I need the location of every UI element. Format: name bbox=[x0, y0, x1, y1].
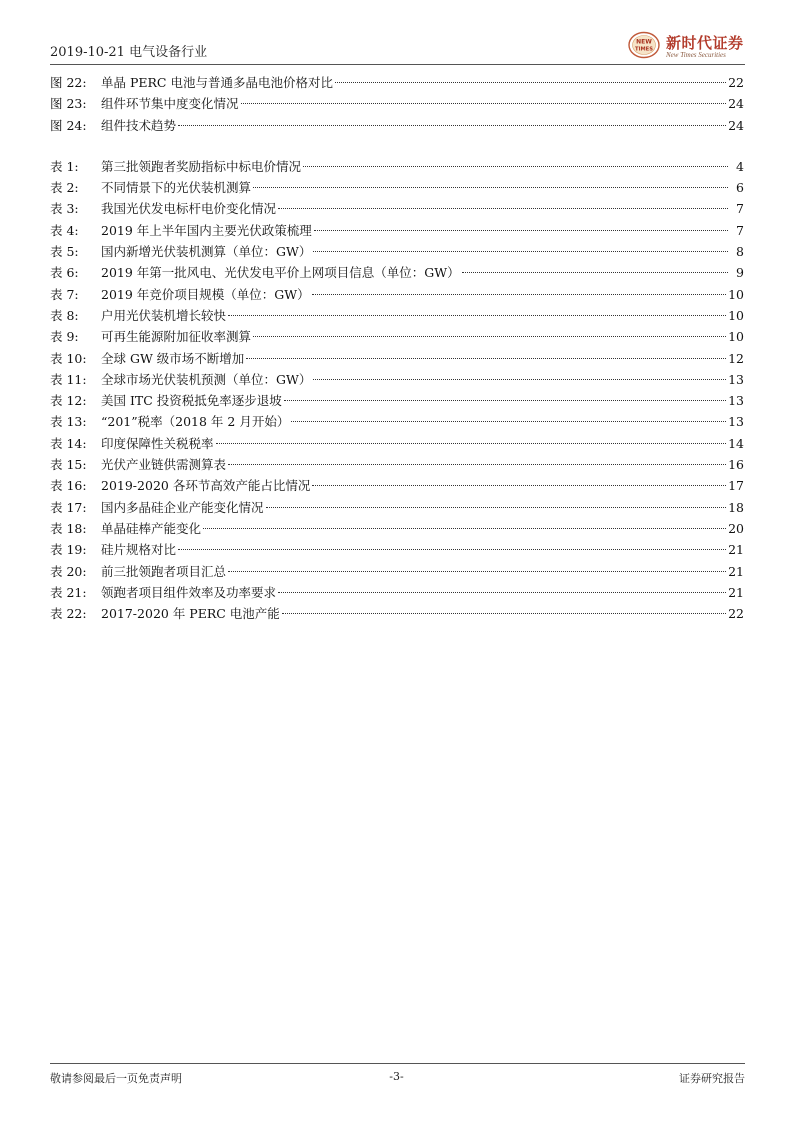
toc-entry-number: 表 21: bbox=[50, 584, 87, 600]
toc-entry-title: 2017-2020 年 PERC 电池产能 bbox=[101, 606, 280, 622]
toc-entry-title: 全球市场光伏装机预测（单位：GW） bbox=[101, 371, 312, 387]
toc-entry-table[interactable] bbox=[50, 369, 744, 390]
toc-entry-table[interactable] bbox=[50, 262, 744, 283]
toc-entry-title: 印度保障性关税税率 bbox=[101, 435, 214, 451]
toc-leader-dots bbox=[313, 251, 728, 252]
svg-text:NEW: NEW bbox=[636, 38, 652, 46]
toc-leader-dots bbox=[278, 208, 728, 209]
toc-entry-number: 表 9: bbox=[50, 329, 79, 345]
toc-entry-title: 领跑者项目组件效率及功率要求 bbox=[101, 584, 277, 600]
toc-leader-dots bbox=[282, 613, 726, 614]
report-date: 2019-10-21 bbox=[50, 45, 125, 60]
header-divider bbox=[50, 64, 745, 65]
toc-entry-title: 光伏产业链供需测算表 bbox=[101, 457, 227, 473]
toc-entry-page: 13 bbox=[728, 414, 744, 430]
toc-leader-dots bbox=[462, 272, 728, 273]
toc-entry-table[interactable] bbox=[50, 539, 744, 560]
toc-entry-table[interactable] bbox=[50, 348, 744, 369]
logo-seal-icon bbox=[628, 31, 660, 59]
figure-list bbox=[50, 72, 744, 136]
toc-entry-number: 表 10: bbox=[50, 350, 87, 366]
toc-entry-title: 单晶硅棒产能变化 bbox=[101, 520, 202, 536]
toc-leader-dots bbox=[284, 400, 726, 401]
toc-entry-title: 户用光伏装机增长较快 bbox=[101, 307, 227, 323]
toc-entry-page: 4 bbox=[736, 158, 744, 174]
toc-entry-number: 表 15: bbox=[50, 457, 87, 473]
toc-leader-dots bbox=[303, 166, 728, 167]
toc-entry-title: 可再生能源附加征收率测算 bbox=[101, 329, 252, 345]
toc-entry-page: 16 bbox=[728, 457, 744, 473]
toc-entry-page: 21 bbox=[728, 542, 744, 558]
toc-leader-dots bbox=[178, 549, 726, 550]
toc-entry-page: 10 bbox=[728, 329, 744, 345]
toc-entry-page: 8 bbox=[736, 244, 744, 260]
toc-entry-table[interactable] bbox=[50, 454, 744, 475]
toc-entry-page: 21 bbox=[728, 584, 744, 600]
toc-entry-number: 表 3: bbox=[50, 201, 79, 217]
toc-entry-title: 硅片规格对比 bbox=[101, 542, 177, 558]
footer-divider bbox=[50, 1063, 745, 1064]
toc-entry-table[interactable] bbox=[50, 390, 744, 411]
toc-entry-number: 表 17: bbox=[50, 499, 87, 515]
footer-disclaimer: 敬请参阅最后一页免责声明 bbox=[50, 1072, 182, 1085]
toc-leader-dots bbox=[312, 485, 726, 486]
toc-entry-number: 表 20: bbox=[50, 563, 87, 579]
toc-entry-title: 组件技术趋势 bbox=[101, 117, 177, 133]
toc-entry-table[interactable] bbox=[50, 177, 744, 198]
toc-entry-title: 2019 年上半年国内主要光伏政策梳理 bbox=[101, 222, 312, 238]
toc-entry-page: 7 bbox=[736, 222, 744, 238]
toc-entry-title: 2019 年第一批风电、光伏发电平价上网项目信息（单位：GW） bbox=[101, 265, 460, 281]
toc-leader-dots bbox=[228, 571, 726, 572]
toc-leader-dots bbox=[241, 103, 727, 104]
toc-entry-number: 表 14: bbox=[50, 435, 87, 451]
toc-entry-table[interactable] bbox=[50, 305, 744, 326]
toc-leader-dots bbox=[312, 294, 726, 295]
toc-entry-title: 2019 年竞价项目规模（单位：GW） bbox=[101, 286, 310, 302]
toc-entry-title: 单晶 PERC 电池与普通多晶电池价格对比 bbox=[101, 75, 333, 90]
toc-entry-number: 表 19: bbox=[50, 542, 87, 558]
toc-entry-number: 图 22: bbox=[50, 75, 87, 90]
toc-entry-table[interactable] bbox=[50, 603, 744, 624]
toc-entry-number: 表 2: bbox=[50, 180, 79, 196]
report-industry: 电气设备行业 bbox=[129, 45, 208, 60]
toc-entry-page: 21 bbox=[728, 563, 744, 579]
toc-entry-page: 7 bbox=[736, 201, 744, 217]
toc-entry-number: 表 4: bbox=[50, 222, 79, 238]
toc-entry-page: 24 bbox=[728, 117, 744, 133]
company-logo bbox=[628, 31, 746, 61]
toc-leader-dots bbox=[291, 421, 726, 422]
toc-leader-dots bbox=[266, 507, 727, 508]
toc-entry-title: 前三批领跑者项目汇总 bbox=[101, 563, 227, 579]
toc-entry-table[interactable] bbox=[50, 411, 744, 432]
toc-leader-dots bbox=[228, 315, 726, 316]
toc-entry-title: 我国光伏发电标杆电价变化情况 bbox=[101, 201, 277, 217]
toc-entry-figure[interactable] bbox=[50, 115, 744, 136]
toc-entry-table[interactable] bbox=[50, 475, 744, 496]
toc-entry-title: 第三批领跑者奖励指标中标电价情况 bbox=[101, 158, 302, 174]
toc-entry-page: 13 bbox=[728, 371, 744, 387]
toc-entry-table[interactable] bbox=[50, 582, 744, 603]
toc-entry-number: 表 1: bbox=[50, 158, 79, 174]
toc-leader-dots bbox=[203, 528, 726, 529]
logo-company-name-en: New Times Securities bbox=[666, 51, 726, 59]
toc-entry-table[interactable] bbox=[50, 241, 744, 262]
toc-entry-title: 美国 ITC 投资税抵免率逐步退坡 bbox=[101, 393, 282, 409]
toc-leader-dots bbox=[253, 336, 726, 337]
toc-entry-table[interactable] bbox=[50, 156, 744, 177]
toc-entry-number: 表 12: bbox=[50, 393, 87, 409]
toc-entry-page: 12 bbox=[728, 350, 744, 366]
toc-entry-title: “201”税率（2018 年 2 月开始） bbox=[101, 414, 290, 430]
toc-leader-dots bbox=[314, 230, 728, 231]
toc-entry-figure[interactable] bbox=[50, 93, 744, 114]
toc-leader-dots bbox=[246, 358, 726, 359]
toc-entry-title: 全球 GW 级市场不断增加 bbox=[101, 350, 245, 366]
logo-company-name: 新时代证券 bbox=[666, 34, 744, 52]
toc-entry-title: 2019-2020 各环节高效产能占比情况 bbox=[101, 478, 311, 494]
toc-entry-number: 表 22: bbox=[50, 606, 87, 622]
toc-entry-table[interactable] bbox=[50, 561, 744, 582]
toc-leader-dots bbox=[216, 443, 727, 444]
toc-entry-page: 18 bbox=[728, 499, 744, 515]
toc-entry-number: 图 24: bbox=[50, 117, 87, 133]
toc-leader-dots bbox=[228, 464, 726, 465]
toc-entry-title: 不同情景下的光伏装机测算 bbox=[101, 180, 252, 196]
toc-entry-table[interactable] bbox=[50, 284, 744, 305]
toc-entry-page: 17 bbox=[728, 478, 744, 494]
footer-page-number: -3- bbox=[389, 1070, 404, 1083]
toc-entry-page: 13 bbox=[728, 393, 744, 409]
toc-entry-table[interactable] bbox=[50, 497, 744, 518]
toc-entry-title: 国内多晶硅企业产能变化情况 bbox=[101, 499, 264, 515]
toc-leader-dots bbox=[278, 592, 726, 593]
toc-entry-number: 表 13: bbox=[50, 414, 87, 430]
toc-entry-page: 22 bbox=[728, 75, 744, 90]
table-of-contents bbox=[50, 72, 744, 624]
toc-entry-page: 24 bbox=[728, 96, 744, 112]
toc-entry-number: 表 11: bbox=[50, 371, 87, 387]
toc-entry-table[interactable] bbox=[50, 198, 744, 219]
toc-leader-dots bbox=[313, 379, 726, 380]
toc-entry-number: 图 23: bbox=[50, 96, 87, 112]
toc-entry-number: 表 6: bbox=[50, 265, 79, 281]
toc-entry-number: 表 5: bbox=[50, 244, 79, 260]
toc-entry-title: 组件环节集中度变化情况 bbox=[101, 96, 239, 112]
toc-entry-page: 20 bbox=[728, 520, 744, 536]
toc-entry-table[interactable] bbox=[50, 433, 744, 454]
toc-entry-figure[interactable] bbox=[50, 72, 744, 93]
toc-leader-dots bbox=[253, 187, 728, 188]
toc-entry-title: 国内新增光伏装机测算（单位：GW） bbox=[101, 244, 312, 260]
toc-entry-number: 表 8: bbox=[50, 307, 79, 323]
table-list bbox=[50, 156, 744, 625]
toc-entry-table[interactable] bbox=[50, 518, 744, 539]
toc-entry-page: 6 bbox=[736, 180, 744, 196]
toc-entry-number: 表 18: bbox=[50, 520, 87, 536]
toc-entry-table[interactable] bbox=[50, 326, 744, 347]
report-header bbox=[50, 41, 207, 60]
toc-entry-page: 10 bbox=[728, 286, 744, 302]
toc-entry-table[interactable] bbox=[50, 220, 744, 241]
toc-entry-page: 10 bbox=[728, 307, 744, 323]
footer-doc-type: 证券研究报告 bbox=[679, 1072, 745, 1085]
toc-leader-dots bbox=[178, 125, 726, 126]
toc-entry-page: 9 bbox=[736, 265, 744, 281]
toc-entry-number: 表 16: bbox=[50, 478, 87, 494]
toc-entry-page: 14 bbox=[728, 435, 744, 451]
section-spacer bbox=[50, 136, 744, 156]
toc-entry-page: 22 bbox=[728, 606, 744, 622]
toc-leader-dots bbox=[335, 82, 726, 83]
svg-text:TIMES: TIMES bbox=[635, 46, 653, 53]
toc-entry-number: 表 7: bbox=[50, 286, 79, 302]
